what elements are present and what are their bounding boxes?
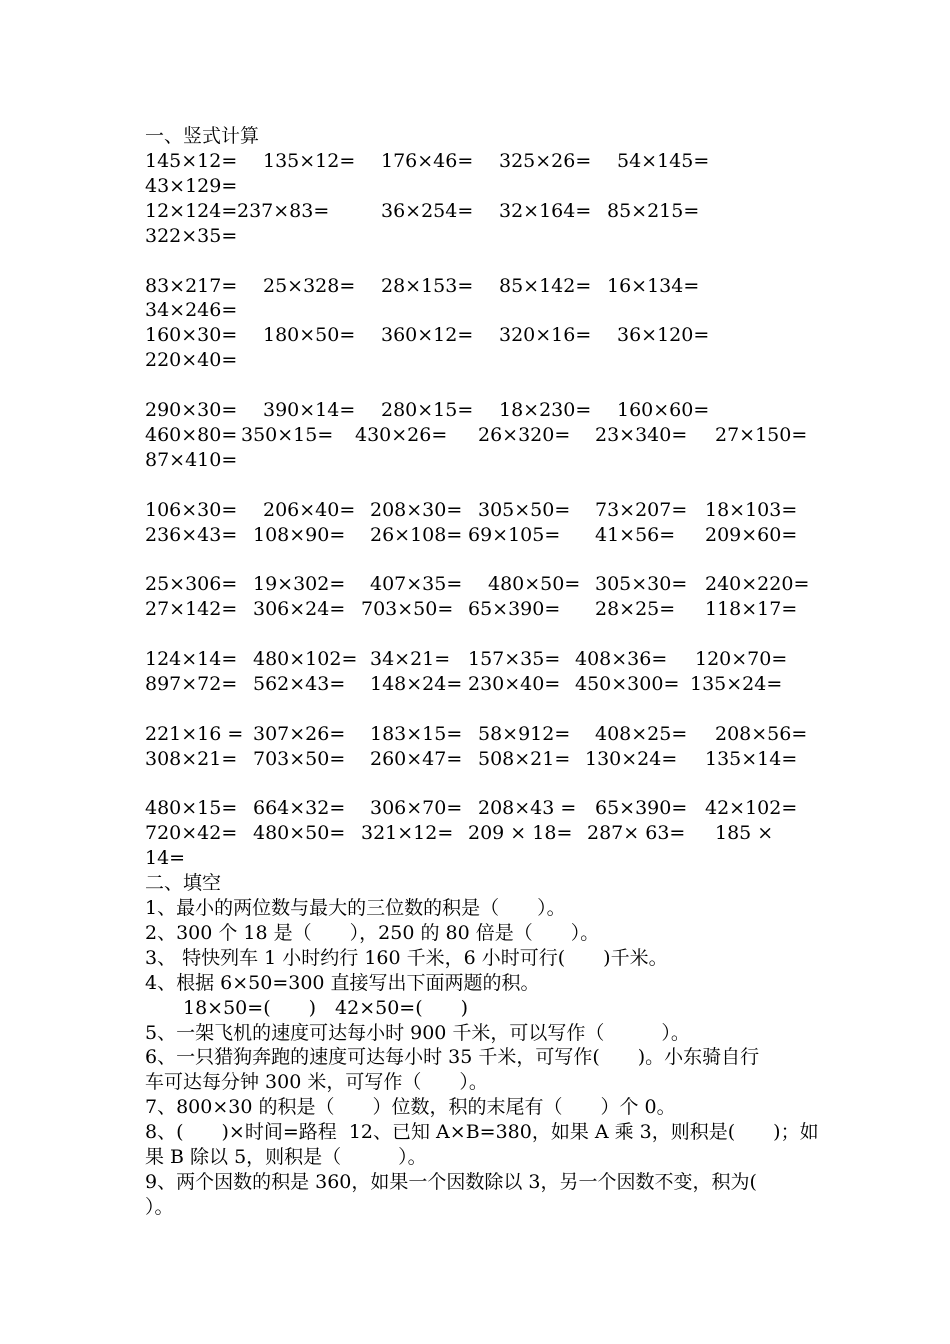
calc-row <box>145 224 825 249</box>
fill-blank-line: 5、一架飞机的速度可达每小时 900 千米，可以写作（ ）。 <box>145 1021 690 1044</box>
calc-problem: 390×14= <box>263 399 356 421</box>
calc-problem: 65×390= <box>595 797 688 820</box>
calc-problem: 32×164= <box>499 199 592 222</box>
calc-problem: 18×103= <box>705 498 798 521</box>
calc-problem: 307×26= <box>253 722 346 745</box>
calc-row <box>145 323 825 348</box>
calc-problem: 54×145= <box>617 150 710 172</box>
calc-problem: 180×50= <box>263 324 356 347</box>
calc-problem: 322×35= <box>145 224 238 247</box>
calc-problem: 480×50= <box>488 573 581 596</box>
fill-blank-line: 3、 特快列车 1 小时约行 160 千米，6 小时可行( )千米。 <box>145 946 668 969</box>
fill-blank-line: 1、最小的两位数与最大的三位数的积是（ ）。 <box>145 897 566 919</box>
calc-row <box>145 473 825 498</box>
calc-problem: 148×24= <box>370 672 463 695</box>
calc-problem: 306×24= <box>253 598 346 621</box>
calc-problem: 450×300= <box>575 672 680 695</box>
calc-problem: 145×12= <box>145 150 238 172</box>
calc-problem: 27×150= <box>715 423 808 446</box>
fill-blank-line: 18×50=( ) 42×50=( ) <box>145 996 469 1019</box>
calc-row <box>145 747 825 772</box>
calc-problem: 58×912= <box>478 722 571 745</box>
calc-problem: 157×35= <box>468 648 561 670</box>
calc-row <box>145 174 825 199</box>
calc-problem: 280×15= <box>381 399 474 421</box>
calc-problem: 664×32= <box>253 797 346 820</box>
calc-problem: 408×36= <box>575 648 668 670</box>
calc-row <box>145 398 825 423</box>
calc-problem: 703×50= <box>361 598 454 621</box>
calc-row <box>145 821 825 846</box>
calc-problem: 19×302= <box>253 573 346 596</box>
calc-problem: 305×30= <box>595 573 688 596</box>
calc-problem: 108×90= <box>253 523 346 546</box>
calc-row <box>145 796 825 821</box>
calc-problem: 305×50= <box>478 498 571 521</box>
calc-problem: 430×26= <box>355 423 448 446</box>
calc-problem: 36×254= <box>381 199 474 222</box>
calc-problem: 703×50= <box>253 747 346 770</box>
calc-problem: 118×17= <box>705 598 798 621</box>
fill-blank-line: 8、( )×时间=路程 12、已知 A×B=380，如果 A 乘 3，则积是( )；如 <box>145 1121 819 1144</box>
calc-problem: 287× 63= <box>587 822 686 845</box>
calc-problem: 42×102= <box>705 797 798 820</box>
calc-row <box>145 722 825 747</box>
calc-problem: 221×16 = <box>145 722 244 745</box>
calc-row <box>145 647 825 672</box>
fill-blank-line: 车可达每分钟 300 米，可写作（ ）。 <box>145 1071 488 1094</box>
calc-problem: 290×30= <box>145 399 238 421</box>
calc-problem: 28×153= <box>381 274 474 297</box>
calc-problem: 220×40= <box>145 349 238 372</box>
calc-problem: 480×102= <box>253 648 358 670</box>
calc-problem: 23×340= <box>595 423 688 446</box>
calc-problem: 34×246= <box>145 299 238 322</box>
fill-blank-line: 7、800×30 的积是（ ）位数，积的末尾有（ ）个 0。 <box>145 1096 676 1119</box>
fill-blank-line: 2、300 个 18 是（ ），250 的 80 倍是（ ）。 <box>145 921 600 944</box>
calc-problem: 185 × <box>715 822 774 845</box>
calc-problem: 135×14= <box>705 747 798 770</box>
calc-problem: 237×83= <box>237 199 330 222</box>
calc-row <box>145 298 825 323</box>
calc-problem: 106×30= <box>145 498 238 521</box>
calc-row <box>145 622 825 647</box>
calc-problem: 321×12= <box>361 822 454 845</box>
calc-problem: 25×306= <box>145 573 238 596</box>
calc-problem: 73×207= <box>595 498 688 521</box>
calc-problem: 320×16= <box>499 324 592 347</box>
calc-row <box>145 348 825 373</box>
calc-problem: 306×70= <box>370 797 463 820</box>
calc-problem: 69×105= <box>468 523 561 546</box>
calc-problem: 236×43= <box>145 523 238 546</box>
calc-problem: 34×21= <box>370 648 451 670</box>
calc-problem: 27×142= <box>145 598 238 621</box>
calc-problem: 260×47= <box>370 747 463 770</box>
calc-row <box>145 523 825 548</box>
calc-row <box>145 498 825 523</box>
calc-problem: 208×43 = <box>478 797 577 820</box>
calc-row <box>145 772 825 797</box>
fill-blank-line: 4、根据 6×50=300 直接写出下面两题的积。 <box>145 971 540 994</box>
calc-row <box>145 846 825 871</box>
calc-problem: 720×42= <box>145 822 238 845</box>
calc-problem: 14= <box>145 847 186 870</box>
calc-problem: 350×15= <box>241 423 334 446</box>
calc-problem: 208×56= <box>715 722 808 745</box>
calc-problem: 209×60= <box>705 523 798 546</box>
calc-problem: 460×80= <box>145 423 238 446</box>
calc-problem: 135×12= <box>263 150 356 172</box>
section-2-title: 二、填空 <box>145 872 222 894</box>
calc-problem: 28×25= <box>595 598 676 621</box>
calc-problem: 480×15= <box>145 797 238 820</box>
calc-row <box>145 572 825 597</box>
calc-problem: 407×35= <box>370 573 463 596</box>
calc-problem: 120×70= <box>695 648 788 670</box>
calc-problem: 12×124= <box>145 199 238 222</box>
calc-problem: 65×390= <box>468 598 561 621</box>
calc-problem: 135×24= <box>690 672 783 695</box>
calc-problem: 308×21= <box>145 747 238 770</box>
calc-problem: 562×43= <box>253 672 346 695</box>
calc-problem: 85×215= <box>607 199 700 222</box>
calc-problem: 85×142= <box>499 274 592 297</box>
calc-row <box>145 448 825 473</box>
calc-row <box>145 423 825 448</box>
calc-problem: 41×56= <box>595 523 676 546</box>
calc-problem: 206×40= <box>263 498 356 521</box>
calc-row <box>145 199 825 224</box>
calc-problem: 183×15= <box>370 722 463 745</box>
calc-problem: 25×328= <box>263 274 356 297</box>
calc-problem: 240×220= <box>705 573 810 596</box>
calc-problem: 87×410= <box>145 448 238 471</box>
calc-problem: 208×30= <box>370 498 463 521</box>
fill-blank-line: 果 B 除以 5，则积是（ ）。 <box>145 1146 427 1168</box>
calc-problem: 36×120= <box>617 324 710 347</box>
calc-problem: 43×129= <box>145 174 238 197</box>
calc-row <box>145 697 825 722</box>
calc-problem: 18×230= <box>499 399 592 421</box>
calc-row <box>145 373 825 398</box>
calc-problem: 480×50= <box>253 822 346 845</box>
calc-row <box>145 672 825 697</box>
calc-row <box>145 547 825 572</box>
calc-row <box>145 274 825 299</box>
calc-problem: 897×72= <box>145 672 238 695</box>
calc-problem: 130×24= <box>585 747 678 770</box>
calc-problem: 230×40= <box>468 672 561 695</box>
calc-problem: 83×217= <box>145 274 238 297</box>
calc-problem: 26×108= <box>370 523 463 546</box>
calc-problem: 209 × 18= <box>468 822 573 845</box>
calc-problem: 124×14= <box>145 648 238 670</box>
calc-problem: 508×21= <box>478 747 571 770</box>
calc-problem: 160×60= <box>617 399 710 421</box>
fill-blank-line: 9、两个因数的积是 360，如果一个因数除以 3，另一个因数不变，积为( <box>145 1170 757 1193</box>
calc-problem: 16×134= <box>607 274 700 297</box>
calc-problem: 160×30= <box>145 324 238 347</box>
calc-problem: 408×25= <box>595 722 688 745</box>
calc-problem: 176×46= <box>381 150 474 172</box>
calc-row <box>145 597 825 622</box>
calc-problem: 325×26= <box>499 150 592 172</box>
calc-problem: 360×12= <box>381 324 474 347</box>
calc-problem: 26×320= <box>478 423 571 446</box>
calc-row <box>145 149 825 174</box>
section-1-title: 一、竖式计算 <box>145 125 260 147</box>
fill-blank-line: ）。 <box>145 1195 174 1218</box>
fill-blank-line: 6、一只猎狗奔跑的速度可达每小时 35 千米，可写作( )。小东骑自行 <box>145 1046 760 1069</box>
calc-row <box>145 249 825 274</box>
